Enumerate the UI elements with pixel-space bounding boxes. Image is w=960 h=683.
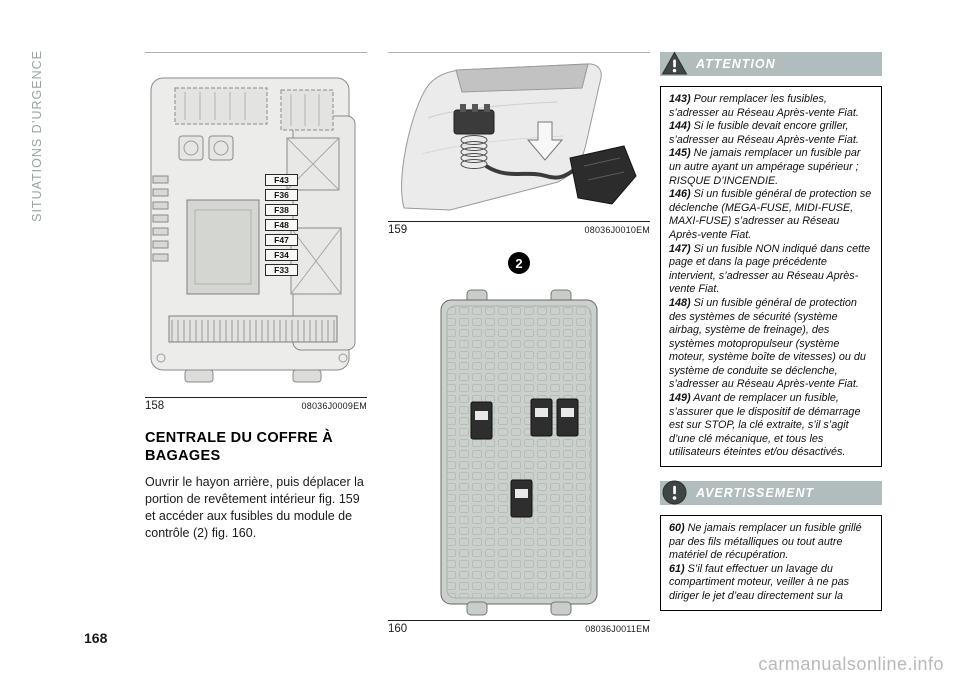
sidebar-section-label: SITUATIONS D’URGENCE [30, 50, 44, 222]
fuse-label: F36 [265, 189, 298, 201]
figure-code: 08036J0011EM [585, 624, 650, 634]
warning-triangle-icon [661, 50, 688, 77]
fuse-box-diagram-158-image [145, 58, 367, 390]
figure-number: 160 [388, 623, 408, 635]
figure-158 [145, 58, 367, 395]
figure-159-caption [388, 221, 650, 236]
figure-159 [388, 58, 650, 219]
figure-160-caption [388, 620, 650, 635]
fuse-label: F47 [265, 234, 298, 246]
figure-code: 08036J0010EM [584, 225, 650, 235]
warning-item: 149) Avant de remplacer un fusible, s’assurer que le dispositif de démarrage est sur STOP, la clé extraite, s’il s’agit d’une clé mécanique, et tous les utilisateurs éteintes et/ou désactivés. [669, 392, 861, 459]
attention-box [660, 86, 882, 467]
section-heading: CENTRALE DU COFFRE À BAGAGES [145, 430, 334, 464]
warning-item: 61) S’il faut effectuer un lavage du compartiment moteur, veiller à ne pas diriger le jet d’eau directement sur la [669, 562, 850, 602]
warning-item: 143) Pour remplacer les fusibles, s’adresser au Réseau Après-vente Fiat. [669, 93, 859, 119]
avertissement-banner-title: AVERTISSEMENT [696, 486, 815, 501]
section-body-text: Ouvrir le hayon arrière, puis déplacer la portion de revêtement intérieur fig. 159 et accéder aux fusibles du module de contrôle (2) fig. 160. [145, 475, 364, 540]
figure-code: 08036J0009EM [301, 401, 367, 411]
column-right [660, 52, 882, 625]
caution-circle-icon [661, 479, 688, 506]
callout-2-marker: 2 [508, 252, 530, 274]
warning-item: 147) Si un fusible NON indiqué dans cette page et dans la page précédente intervient, s’adresser au Réseau Après-vente Fiat. [669, 242, 871, 296]
fuse-label: F38 [265, 204, 298, 216]
fuse-label: F34 [265, 249, 298, 261]
page-number: 168 [84, 630, 108, 646]
column-top-rule [388, 52, 650, 53]
attention-banner-title: ATTENTION [696, 57, 776, 71]
fuse-label-chips [265, 174, 298, 276]
warning-item: 144) Si le fusible devait encore griller, s’adresser au Réseau Après-vente Fiat. [669, 120, 859, 146]
column-left [145, 52, 367, 541]
fuse-module-illustration-160-image [419, 284, 619, 618]
warning-item: 146) Si un fusible général de protection se déclenche (MEGA-FUSE, MIDI-FUSE, MAXI-FUSE) s’adresser au Réseau Après-vente Fiat. [669, 188, 872, 241]
column-top-rule [145, 52, 367, 53]
attention-banner [660, 52, 882, 76]
fuse-label: F48 [265, 219, 298, 231]
figure-160 [388, 284, 650, 618]
figure-number: 158 [145, 400, 165, 412]
fuse-label: F33 [265, 264, 298, 276]
avertissement-box [660, 515, 882, 611]
figure-158-caption [145, 397, 367, 412]
avertissement-banner [660, 481, 882, 505]
watermark-text: carmanualsonline.info [758, 654, 944, 674]
warning-item: 148) Si un fusible général de protection des systèmes de sécurité (système airbag, système de freinage), des systèmes motopropulseur (système moteur, système boîte de vitesses) ou du système de conduite se déclenche, s’adresser au Réseau Après-vente Fiat. [669, 296, 866, 391]
trunk-panel-illustration-159-image [388, 58, 650, 214]
fuse-label: F43 [265, 174, 298, 186]
figure-number: 159 [388, 224, 408, 236]
column-middle [388, 52, 650, 635]
warning-item: 145) Ne jamais remplacer un fusible par un autre ayant un ampérage supérieur ; RISQUE D’INCENDIE. [669, 147, 861, 187]
callout-row [388, 252, 650, 274]
warning-item: 60) Ne jamais remplacer un fusible grillé par des fils métalliques ou tout autre matériel de récupération. [669, 522, 862, 562]
